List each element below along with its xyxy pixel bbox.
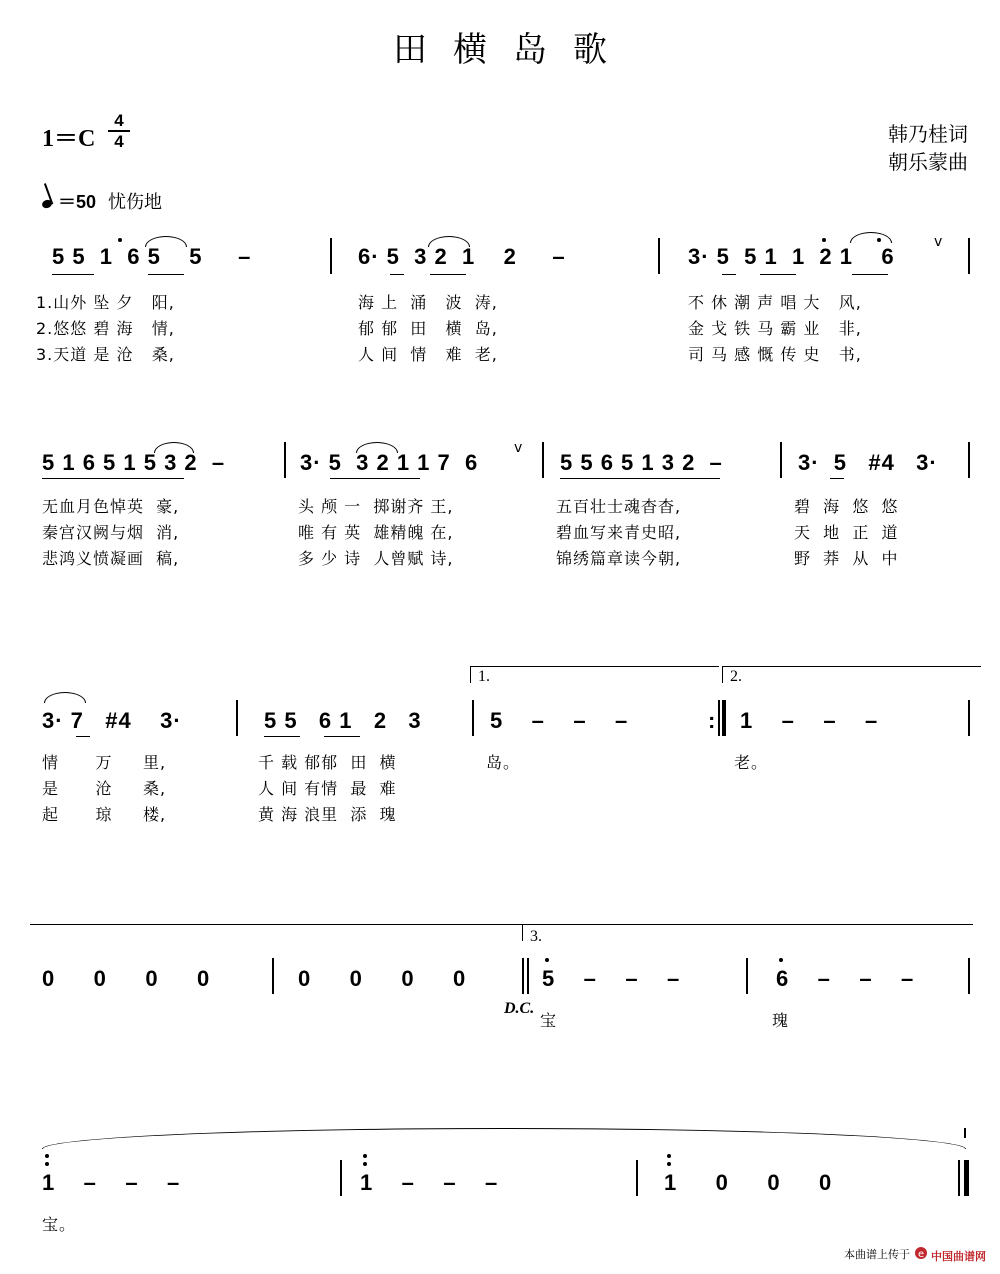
lyric-line: 3.天道 是 沧 桑, xyxy=(36,345,175,364)
slur xyxy=(44,692,86,703)
tempo-value: ＝50 xyxy=(58,192,97,212)
quarter-note-icon xyxy=(41,199,53,210)
svg-text:e: e xyxy=(917,1249,924,1260)
lyric-line: 1.山外 坠 夕 阳, xyxy=(36,293,175,312)
barline xyxy=(542,442,544,478)
site-logo[interactable] xyxy=(914,1246,987,1264)
final-barline xyxy=(958,1160,960,1196)
measure: 3· 5 3 2 1 1 7 6 xyxy=(300,450,479,475)
measure: 1 0 0 0 xyxy=(664,1170,835,1195)
tempo-expression: 忧伤地 xyxy=(108,192,163,213)
lyric-line: 无血月色悼英 豪, xyxy=(42,497,180,516)
slur xyxy=(145,236,187,247)
measure: 3· 5 5 1 1 2 1 6 xyxy=(688,244,895,269)
barline xyxy=(968,442,970,478)
lyric-line: 宝。 xyxy=(42,1215,77,1234)
underline-beam xyxy=(722,274,736,275)
lyric-line: 2.悠悠 碧 海 情, xyxy=(36,319,175,338)
lyric-line: 头 颅 一 掷谢齐 王, xyxy=(298,497,454,516)
lyric-line: 千 载 郁郁 田 横 xyxy=(258,753,397,772)
volta-label-3: 3. xyxy=(530,928,542,945)
underline-beam xyxy=(560,478,720,479)
measure: 1 – – – xyxy=(740,708,879,733)
lyric-line: 悲鸿义愤凝画 稿, xyxy=(42,549,180,568)
barline xyxy=(658,238,660,274)
lyric-line: 野 莽 从 中 xyxy=(794,549,899,568)
lyric-line: 起 琼 楼, xyxy=(42,805,167,824)
measure: 5 5 6 1 2 3 xyxy=(264,708,422,733)
footer xyxy=(844,1246,986,1264)
slur xyxy=(154,442,194,453)
measure: 0 0 0 0 xyxy=(42,966,213,991)
double-barline xyxy=(527,958,529,994)
tie xyxy=(42,1128,966,1149)
measure: 6· 5 3 2 1 2 – xyxy=(358,244,566,269)
measure: 3· 5 #4 3· xyxy=(798,450,938,475)
time-signature-top: 4 xyxy=(114,111,124,130)
measure: 0 0 0 0 xyxy=(298,966,469,991)
underline-beam xyxy=(852,274,888,275)
measure: 6 – – – xyxy=(776,966,915,991)
octave-dot xyxy=(779,958,783,962)
lyric-line: 碧血写来青史昭, xyxy=(556,523,682,542)
breath-mark: v xyxy=(514,440,524,456)
measure: 5 5 1 6 5 5 – xyxy=(52,244,252,269)
page-title: 田横岛歌 xyxy=(393,30,633,70)
barline xyxy=(340,1160,342,1196)
lyric-line: 岛。 xyxy=(486,753,521,772)
lyric-line: 多 少 诗 人曾赋 诗, xyxy=(298,549,454,568)
repeat-dots: : xyxy=(708,708,716,733)
barline xyxy=(284,442,286,478)
underline-beam xyxy=(52,274,94,275)
volta-bracket-1 xyxy=(470,666,719,683)
composer: 朝乐蒙曲 xyxy=(888,150,968,174)
tempo-marking xyxy=(42,188,162,214)
underline-beam xyxy=(264,736,300,737)
slur xyxy=(428,236,470,247)
lyric-line: 是 沧 桑, xyxy=(42,779,167,798)
measure: 5 1 6 5 1 5 3 2 – xyxy=(42,450,226,475)
lyric-line: 锦绣篇章读今朝, xyxy=(556,549,682,568)
lyric-line: 碧 海 悠 悠 xyxy=(794,497,899,516)
repeat-barline-thick xyxy=(722,700,726,736)
underline-beam xyxy=(760,274,796,275)
octave-dot xyxy=(545,958,549,962)
volta-bracket-3 xyxy=(522,924,973,941)
barline xyxy=(636,1160,638,1196)
logo-text: 中国曲谱网 xyxy=(931,1250,986,1263)
lyricist: 韩乃桂词 xyxy=(888,122,968,146)
lyric-line: 天 地 正 道 xyxy=(794,523,899,542)
lyric-line: 海 上 涌 波 涛, xyxy=(358,293,498,312)
underline-beam xyxy=(830,478,844,479)
footer-text: 本曲谱上传于 xyxy=(844,1248,910,1261)
lyric-line: 唯 有 英 雄精魄 在, xyxy=(298,523,454,542)
underline-beam xyxy=(330,478,420,479)
barline xyxy=(968,958,970,994)
volta-line xyxy=(30,924,522,925)
slur xyxy=(356,442,398,453)
lyric-line: 瑰 xyxy=(772,1011,790,1030)
underline-beam xyxy=(76,736,90,737)
underline-beam xyxy=(42,478,184,479)
measure: 5 – – – xyxy=(542,966,681,991)
key-signature: 1＝C xyxy=(42,126,96,152)
measure: 3· 7 #4 3· xyxy=(42,708,182,733)
barline xyxy=(746,958,748,994)
slur xyxy=(850,232,892,243)
lyric-line: 人 间 有情 最 难 xyxy=(258,779,397,798)
octave-dot xyxy=(822,238,826,242)
lyric-line: 老。 xyxy=(734,753,769,772)
lyric-line: 司 马 感 慨 传 史 书, xyxy=(688,345,862,364)
octave-dot xyxy=(363,1154,367,1158)
underline-beam xyxy=(390,274,404,275)
barline xyxy=(968,700,970,736)
barline xyxy=(330,238,332,274)
measure: 1 – – – xyxy=(42,1170,181,1195)
barline xyxy=(272,958,274,994)
logo-icon xyxy=(914,1246,928,1260)
time-signature-bottom: 4 xyxy=(114,132,124,151)
volta-label-2: 2. xyxy=(730,668,742,685)
underline-beam xyxy=(430,274,466,275)
lyric-line: 金 戈 铁 马 霸 业 非, xyxy=(688,319,862,338)
tie-end xyxy=(964,1128,966,1138)
octave-dot xyxy=(45,1154,49,1158)
time-signature xyxy=(108,112,130,150)
lyric-line: 五百壮士魂杳杳, xyxy=(556,497,682,516)
repeat-barline xyxy=(718,700,720,736)
barline xyxy=(780,442,782,478)
breath-mark: v xyxy=(934,234,944,250)
octave-dot xyxy=(877,238,881,242)
lyric-line: 情 万 里, xyxy=(42,753,167,772)
lyric-line: 不 休 潮 声 唱 大 风, xyxy=(688,293,862,312)
volta-bracket-2 xyxy=(722,666,981,683)
lyric-line: 秦宫汉阙与烟 消, xyxy=(42,523,180,542)
lyric-line: 郁 郁 田 横 岛, xyxy=(358,319,498,338)
octave-dot xyxy=(667,1162,671,1166)
measure: 5 – – – xyxy=(490,708,629,733)
octave-dot xyxy=(118,238,122,242)
dc-marking: D.C. xyxy=(504,1000,535,1017)
lyric-line: 人 间 情 难 老, xyxy=(358,345,498,364)
measure: 5 5 6 5 1 3 2 – xyxy=(560,450,723,475)
barline xyxy=(968,238,970,274)
octave-dot xyxy=(667,1154,671,1158)
volta-label-1: 1. xyxy=(478,668,490,685)
octave-dot xyxy=(45,1162,49,1166)
measure: 1 – – – xyxy=(360,1170,499,1195)
lyric-line: 宝 xyxy=(540,1011,558,1030)
barline xyxy=(236,700,238,736)
barline xyxy=(472,700,474,736)
lyric-line: 黄 海 浪里 添 瑰 xyxy=(258,805,397,824)
double-barline xyxy=(522,958,524,994)
underline-beam xyxy=(148,274,184,275)
octave-dot xyxy=(363,1162,367,1166)
underline-beam xyxy=(324,736,360,737)
final-barline-thick xyxy=(964,1160,969,1196)
